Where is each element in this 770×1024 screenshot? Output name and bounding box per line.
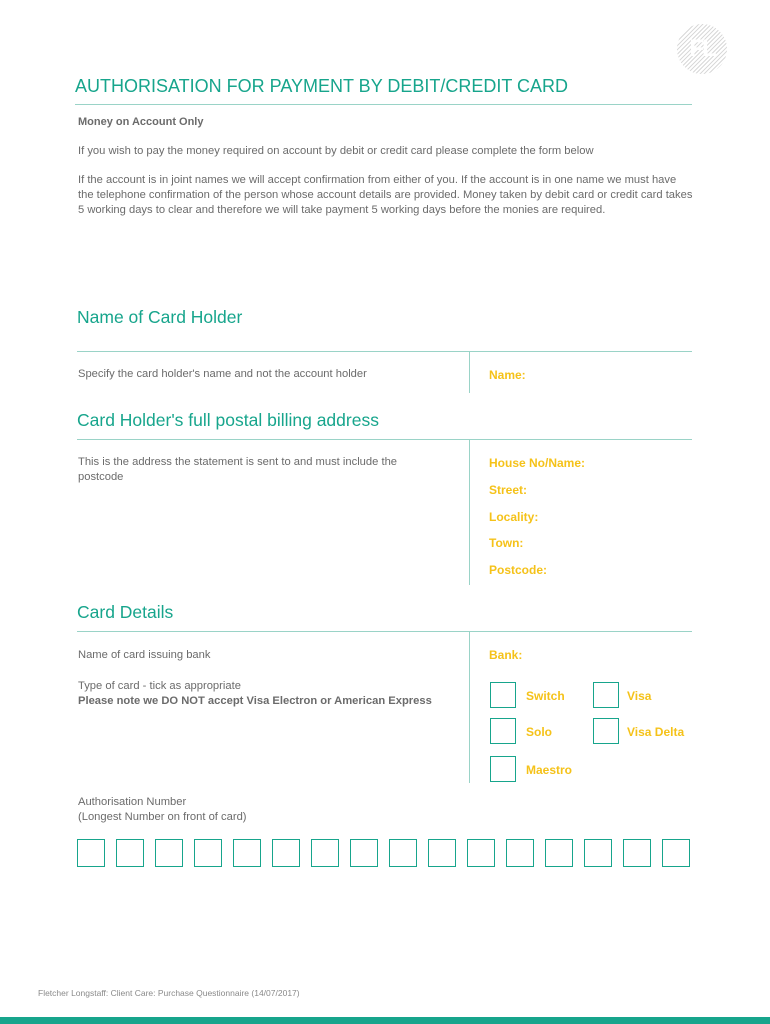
footer-bar	[0, 1017, 770, 1024]
card-holder-column-divider	[469, 351, 470, 393]
intro-paragraph: If you wish to pay the money required on account by debit or credit card please complete the form below	[78, 145, 594, 157]
joint-names-paragraph: If the account is in joint names we will accept confirmation from either of you. If the account is in one name we must have the telephone confirmation of the person whose account details are provided. Money taken by debit card or credit card takes 5 working days to clear and therefore we will take payment 5 working days before the monies are required.	[78, 174, 693, 216]
card-type-note: Please note we DO NOT accept Visa Electron or American Express	[78, 695, 432, 707]
title-divider	[75, 104, 692, 105]
authorisation-digit-box[interactable]	[428, 839, 456, 867]
bank-instruction: Name of card issuing bank	[78, 649, 211, 661]
solo-checkbox[interactable]	[490, 718, 516, 744]
address-section-title: Card Holder's full postal billing address	[77, 410, 379, 430]
card-details-section-title: Card Details	[77, 602, 174, 622]
switch-checkbox[interactable]	[490, 682, 516, 708]
authorisation-digit-box[interactable]	[506, 839, 534, 867]
card-type-instruction	[78, 679, 438, 709]
bank-field[interactable]: Bank:	[489, 648, 523, 662]
card-details-divider	[77, 631, 692, 632]
authorisation-digit-box[interactable]	[233, 839, 261, 867]
card-holder-divider	[77, 351, 692, 352]
card-holder-instruction: Specify the card holder's name and not the account holder	[78, 368, 367, 380]
authorisation-digit-box[interactable]	[623, 839, 651, 867]
visa-delta-label: Visa Delta	[627, 725, 685, 739]
footer-text: Fletcher Longstaff: Client Care: Purchase Questionnaire (14/07/2017)	[38, 988, 300, 998]
authorisation-digit-box[interactable]	[311, 839, 339, 867]
maestro-label: Maestro	[526, 763, 573, 777]
card-details-column-divider	[469, 631, 470, 783]
authorisation-digit-box[interactable]	[467, 839, 495, 867]
card-holder-name-field[interactable]: Name:	[489, 368, 526, 382]
town-field[interactable]: Town:	[489, 536, 524, 550]
card-holder-section-title: Name of Card Holder	[77, 307, 243, 327]
visa-label: Visa	[627, 689, 652, 703]
authorisation-digit-box[interactable]	[77, 839, 105, 867]
authorisation-digit-box[interactable]	[155, 839, 183, 867]
authorisation-digit-box[interactable]	[584, 839, 612, 867]
authorisation-digit-box[interactable]	[389, 839, 417, 867]
address-instruction: This is the address the statement is sent to and must include the postcode	[78, 456, 398, 483]
company-logo: FL	[677, 24, 727, 74]
house-no-name-field[interactable]: House No/Name:	[489, 456, 586, 470]
locality-field[interactable]: Locality:	[489, 510, 539, 524]
authorisation-digit-box[interactable]	[545, 839, 573, 867]
authorisation-digit-box[interactable]	[350, 839, 378, 867]
address-column-divider	[469, 439, 470, 585]
address-divider	[77, 439, 692, 440]
authorisation-number-hint: (Longest Number on front of card)	[78, 811, 247, 823]
authorisation-digit-box[interactable]	[662, 839, 690, 867]
authorisation-digit-box[interactable]	[116, 839, 144, 867]
switch-label: Switch	[526, 689, 565, 703]
street-field[interactable]: Street:	[489, 483, 528, 497]
authorisation-number-title: Authorisation Number	[78, 796, 187, 808]
visa-checkbox[interactable]	[593, 682, 619, 708]
solo-label: Solo	[526, 725, 552, 739]
authorisation-digit-box[interactable]	[194, 839, 222, 867]
authorisation-digit-box[interactable]	[272, 839, 300, 867]
page-title: AUTHORISATION FOR PAYMENT BY DEBIT/CREDIT CARD	[75, 76, 569, 96]
money-on-account-subheading: Money on Account Only	[78, 116, 204, 128]
visa-delta-checkbox[interactable]	[593, 718, 619, 744]
authorisation-number-label	[78, 795, 247, 825]
postcode-field[interactable]: Postcode:	[489, 563, 548, 577]
card-type-instruction-text: Type of card - tick as appropriate	[78, 680, 241, 692]
maestro-checkbox[interactable]	[490, 756, 516, 782]
